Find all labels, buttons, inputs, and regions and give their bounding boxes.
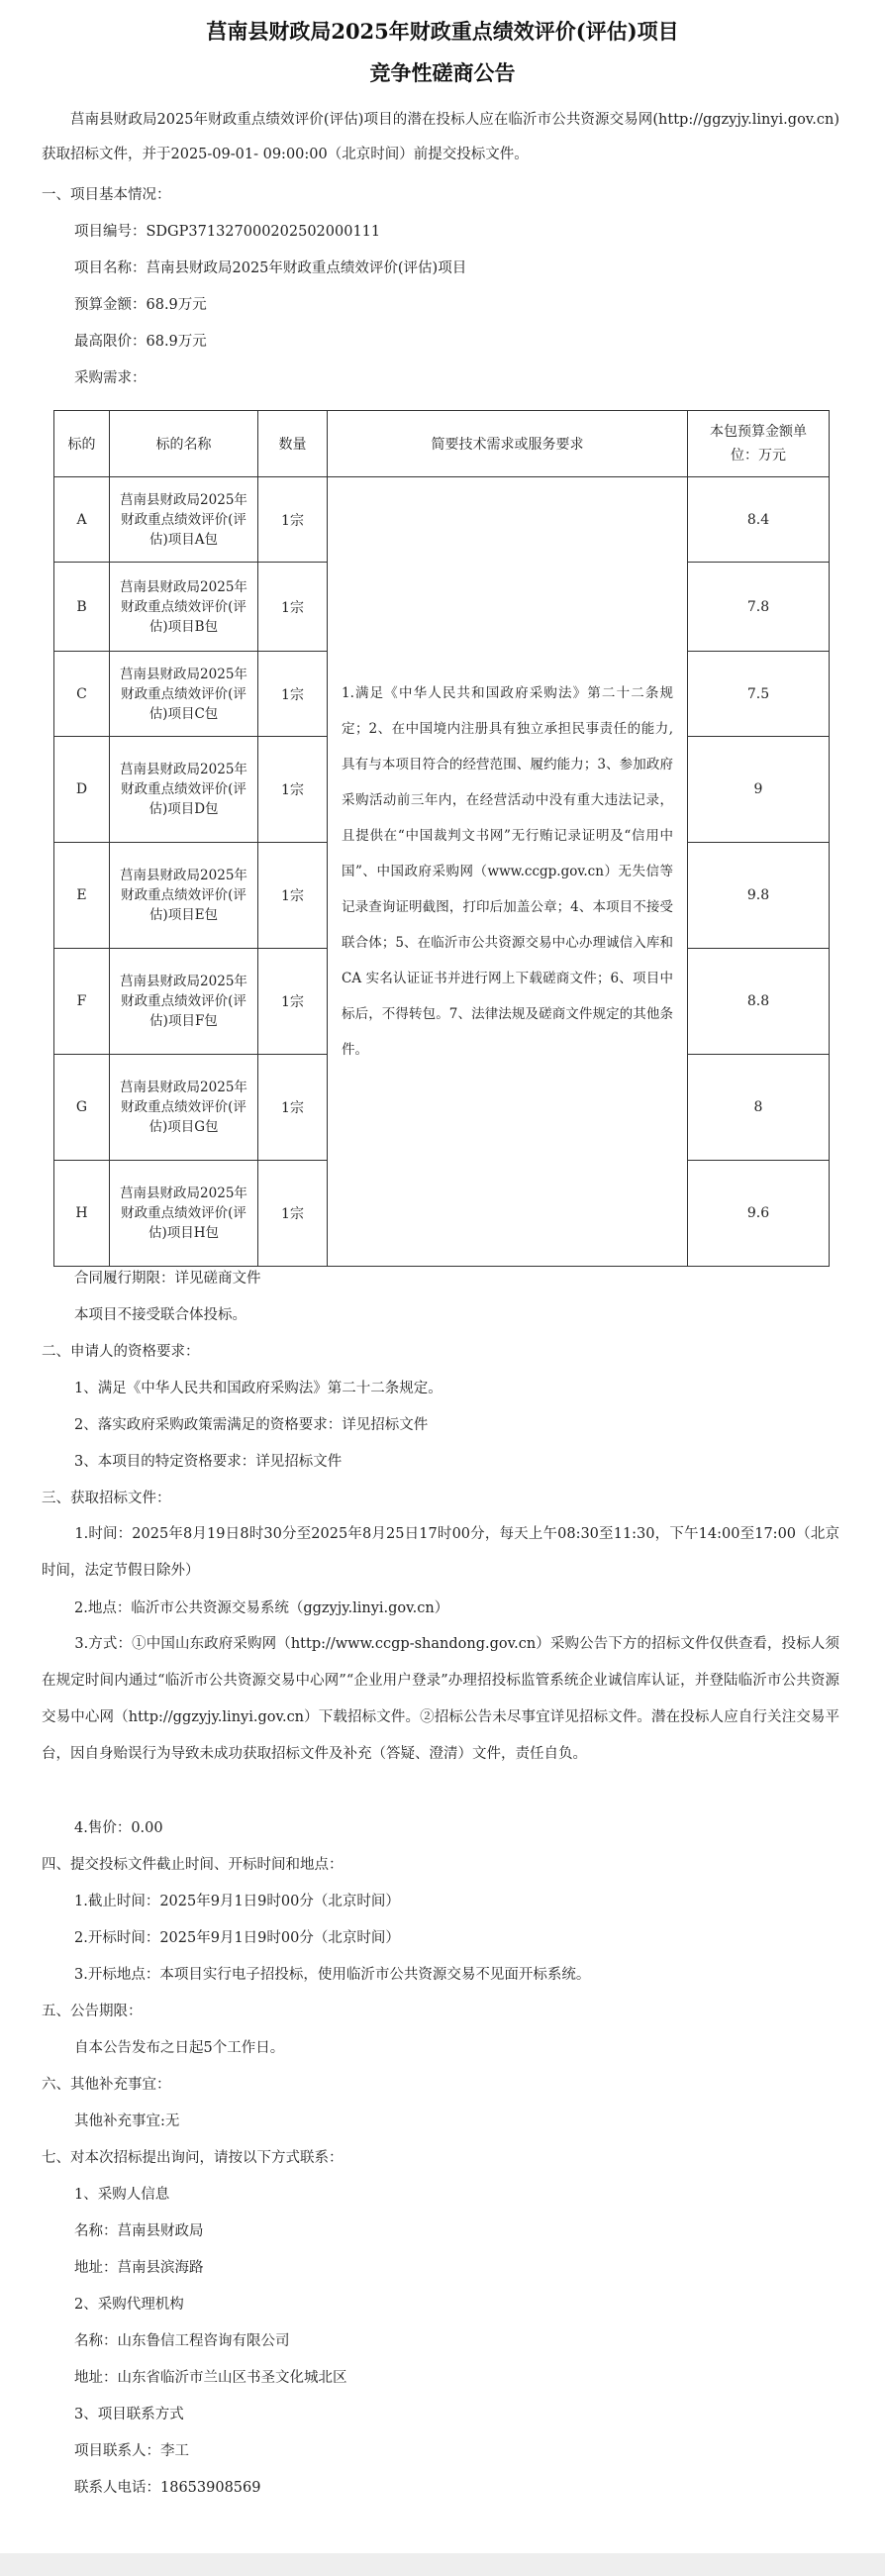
- section5-heading: 五、公告期限：: [42, 2004, 143, 2019]
- header-requirements: 简要技术需求或服务要求: [328, 411, 688, 477]
- section3-heading: 三、获取招标文件：: [42, 1491, 171, 1506]
- table-row: [54, 477, 830, 563]
- lot-cell: G: [54, 1055, 110, 1161]
- obtain-time: 1.时间：2025年8月19日8时30分至2025年8月25日17时00分，每天上午08:30至11:30，下午14:00至17:00（北京时间，法定节假日除外）: [42, 1526, 839, 1579]
- agent-address: 地址：山东省临沂市兰山区书圣文化城北区: [74, 2370, 347, 2386]
- lot-cell: D: [54, 737, 110, 843]
- page-title: 莒南县财政局2025年财政重点绩效评价(评估)项目: [206, 19, 679, 44]
- lot-name-cell: 莒南县财政局2025年财政重点绩效评价(评估)项目G包: [110, 1055, 258, 1161]
- buyer-name: 名称：莒南县财政局: [74, 2223, 204, 2239]
- table-header-row: [54, 411, 830, 477]
- budget-cell: 9.8: [688, 843, 830, 949]
- contact-phone: 联系人电话：18653908569: [74, 2480, 261, 2496]
- budget-cell: 9.6: [688, 1161, 830, 1267]
- section4-heading: 四、提交投标文件截止时间、开标时间和地点：: [42, 1857, 344, 1873]
- project-name: 项目名称：莒南县财政局2025年财政重点绩效评价(评估)项目: [74, 260, 467, 276]
- requirements-cell: 1.满足《中华人民共和国政府采购法》第二十二条规定；2、在中国境内注册具有独立承担民事责任的能力,具有与本项目符合的经营范围、履约能力；3、参加政府采购活动前三年内，在经营活动中没有重大违法记录，且提供在“中国裁判文书网”无行贿记录证明及“信用中国”、中国政府采购网（www.ccgp.gov.cn）无失信等记录查询证明截图，打印后加盖公章；4、本项目不接受联合体；5、在临沂市公共资源交易中心办理诚信入库和 CA 实名认证证书并进行网上下载磋商文件；6、项目中标后，不得转包。7、法律法规及磋商文件规定的其他条件。: [328, 477, 688, 1267]
- lot-cell: B: [54, 563, 110, 652]
- lot-cell: E: [54, 843, 110, 949]
- buyer-title: 1、采购人信息: [74, 2187, 170, 2203]
- other-matters: 其他补充事宜:无: [74, 2113, 180, 2129]
- header-budget: 本包预算金额单位：万元: [688, 411, 830, 477]
- header-qty: 数量: [258, 411, 328, 477]
- budget-cell: 8.8: [688, 949, 830, 1055]
- open-place: 3.开标地点：本项目实行电子招投标，使用临沂市公共资源交易不见面开标系统。: [74, 1967, 591, 1983]
- qualification-3: 3、本项目的特定资格要求：详见招标文件: [74, 1454, 343, 1470]
- intro-paragraph: 莒南县财政局2025年财政重点绩效评价(评估)项目的潜在投标人应在临沂市公共资源交易网(http://ggzyjy.linyi.gov.cn)获取招标文件，并于2025-09-01- 09:00:00（北京时间）前提交投标文件。: [42, 112, 839, 162]
- qty-cell: 1宗: [258, 1055, 328, 1161]
- lot-name-cell: 莒南县财政局2025年财政重点绩效评价(评估)项目H包: [110, 1161, 258, 1267]
- budget-cell: 9: [688, 737, 830, 843]
- lot-name-cell: 莒南县财政局2025年财政重点绩效评价(评估)项目B包: [110, 563, 258, 652]
- header-name: 标的名称: [110, 411, 258, 477]
- budget-cell: 7.5: [688, 652, 830, 737]
- lot-name-cell: 莒南县财政局2025年财政重点绩效评价(评估)项目A包: [110, 477, 258, 563]
- lot-name-cell: 莒南县财政局2025年财政重点绩效评价(评估)项目E包: [110, 843, 258, 949]
- budget-amount: 预算金额：68.9万元: [74, 297, 207, 313]
- lot-name-cell: 莒南县财政局2025年财政重点绩效评价(评估)项目C包: [110, 652, 258, 737]
- buyer-address: 地址：莒南县滨海路: [74, 2260, 204, 2276]
- bottom-bar: [0, 2553, 885, 2576]
- qualification-2: 2、落实政府采购政策需满足的资格要求：详见招标文件: [74, 1417, 429, 1433]
- page-subtitle: 竞争性磋商公告: [369, 60, 516, 85]
- contact-title: 3、项目联系方式: [74, 2407, 184, 2422]
- section2-heading: 二、申请人的资格要求：: [42, 1344, 200, 1360]
- budget-cell: 8.4: [688, 477, 830, 563]
- qty-cell: 1宗: [258, 477, 328, 563]
- procurement-needs: 采购需求：: [74, 370, 147, 386]
- agent-title: 2、采购代理机构: [74, 2297, 184, 2313]
- lot-cell: C: [54, 652, 110, 737]
- qty-cell: 1宗: [258, 843, 328, 949]
- section1-heading: 一、项目基本情况：: [42, 187, 171, 203]
- contract-period: 合同履行期限：详见磋商文件: [74, 1271, 261, 1287]
- lot-cell: H: [54, 1161, 110, 1267]
- notice-period: 自本公告发布之日起5个工作日。: [74, 2040, 285, 2056]
- lot-cell: F: [54, 949, 110, 1055]
- qty-cell: 1宗: [258, 949, 328, 1055]
- budget-cell: 7.8: [688, 563, 830, 652]
- qty-cell: 1宗: [258, 1161, 328, 1267]
- header-lot: 标的: [54, 411, 110, 477]
- lot-name-cell: 莒南县财政局2025年财政重点绩效评价(评估)项目F包: [110, 949, 258, 1055]
- budget-cell: 8: [688, 1055, 830, 1161]
- section7-heading: 七、对本次招标提出询问，请按以下方式联系：: [42, 2150, 344, 2166]
- obtain-place: 2.地点：临沂市公共资源交易系统（ggzyjy.linyi.gov.cn）: [74, 1600, 449, 1616]
- agent-name: 名称：山东鲁信工程咨询有限公司: [74, 2333, 290, 2349]
- price: 4.售价：0.00: [74, 1820, 163, 1836]
- lot-name-cell: 莒南县财政局2025年财政重点绩效评价(评估)项目D包: [110, 737, 258, 843]
- qty-cell: 1宗: [258, 563, 328, 652]
- contact-person: 项目联系人：李工: [74, 2443, 189, 2459]
- qualification-1: 1、满足《中华人民共和国政府采购法》第二十二条规定。: [74, 1381, 442, 1396]
- open-time: 2.开标时间：2025年9月1日9时00分（北京时间）: [74, 1930, 400, 1946]
- project-code: 项目编号：SDGP371327000202502000111: [74, 224, 381, 240]
- no-consortium-note: 本项目不接受联合体投标。: [74, 1307, 246, 1323]
- lot-cell: A: [54, 477, 110, 563]
- deadline: 1.截止时间：2025年9月1日9时00分（北京时间）: [74, 1894, 400, 1909]
- qty-cell: 1宗: [258, 652, 328, 737]
- qty-cell: 1宗: [258, 737, 328, 843]
- obtain-method: 3.方式：①中国山东政府采购网（http://www.ccgp-shandong.gov.cn）采购公告下方的招标文件仅供查看，投标人须在规定时间内通过“临沂市公共资源交易中心网”“企业用户登录”办理招投标监管系统企业诚信库认证，并登陆临沂市公共资源交易中心网（http://ggzyjy.linyi.gov.cn）下载招标文件。②招标公告未尽事宜详见招标文件。潜在投标人应自行关注交易平台，因自身贻误行为导致未成功获取招标文件及补充（答疑、澄清）文件，责任自负。: [42, 1636, 839, 1762]
- lots-table: [53, 410, 830, 1267]
- section6-heading: 六、其他补充事宜：: [42, 2077, 171, 2093]
- max-price: 最高限价：68.9万元: [74, 334, 207, 350]
